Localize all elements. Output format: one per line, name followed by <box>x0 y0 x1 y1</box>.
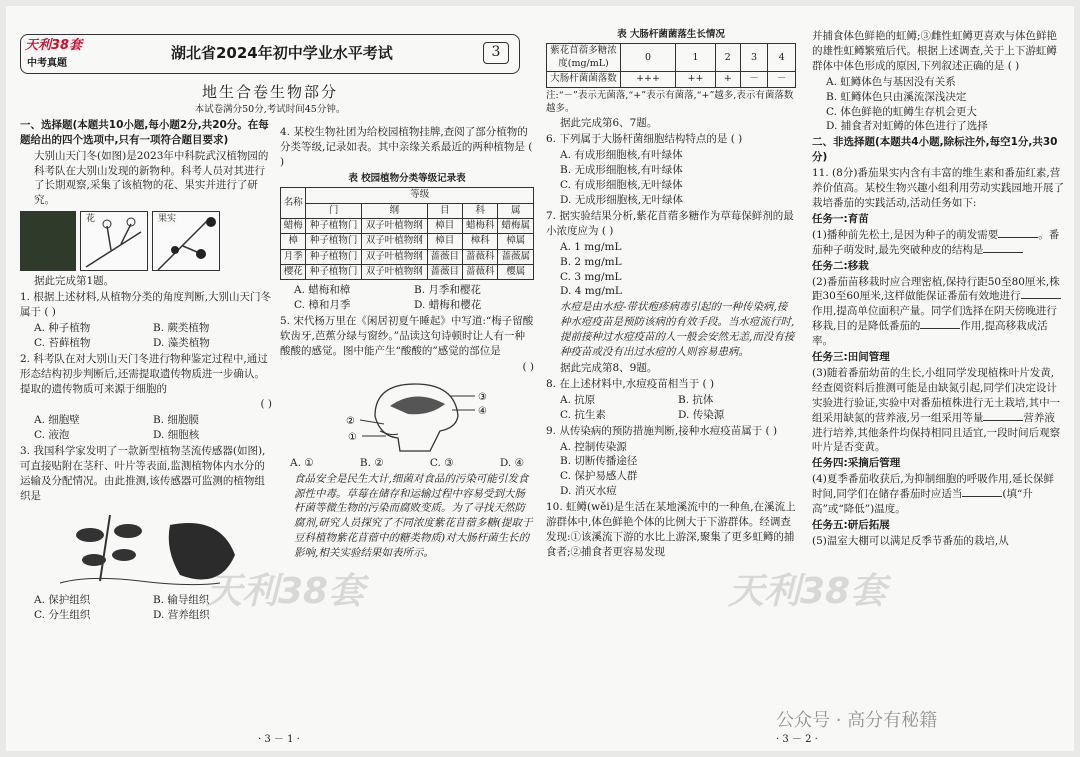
flower-label: 花 <box>86 214 96 225</box>
classification-table-caption: 表 校园植物分类等级记录表 <box>348 172 466 184</box>
q8-option-a[interactable]: A. 抗原 <box>560 393 596 406</box>
q4-options-row2 <box>280 298 534 313</box>
q8-options-row2 <box>546 408 796 423</box>
fruit-label: 果实 <box>158 214 177 225</box>
q3-option-b[interactable]: B. 输导组织 <box>153 593 210 606</box>
question-11: 11. (8分)番茄果实内含有丰富的维生素和番茄红素,营养价值高。某校生物兴趣小组利用劳动实践园地开展了栽培番茄的实践活动,活动任务如下: <box>812 167 1064 209</box>
answer-blank[interactable] <box>983 420 1023 421</box>
task-4-text: (4)夏季番茄收获后,为抑制细胞的呼吸作用,延长保鲜时间,同学们在储存番茄时应适当 (填“升高”或“降低”)温度。 <box>812 473 1055 516</box>
q1-options-row2 <box>20 336 272 351</box>
question-7: 7. 据实验结果分析,紫花苜蓿多糖作为草莓保鲜剂的最小浓度应为 ( ) <box>546 209 794 237</box>
plant-photo <box>20 211 76 271</box>
question-6: 6. 下列属于大肠杆菌细胞结构特点的是 ( ) <box>546 133 743 146</box>
part1-heading: 一、选择题(本题共10小题,每小题2分,共20分。在每题给出的四个选项中,只有一项符合题目要求) <box>20 118 269 146</box>
lead-q6-q7: 据此完成第6、7题。 <box>560 117 658 130</box>
svg-text:③: ③ <box>478 391 487 403</box>
col-order: 目 <box>427 203 462 218</box>
q8-options-row1 <box>546 393 796 408</box>
task-2-text: (2)番茄苗移栽时应合理密植,保持行距50至80厘米,株距30至60厘米,这样做能保证番茄有效地进行作用,提高单位面积产量。同学们选择在阴天傍晚进行移栽,目的是降低番茄的 作用,提高移栽成活率。 <box>812 275 1060 348</box>
chickenpox-paragraph: 水痘是由水痘-带状疱疹病毒引起的一种传染病,接种水痘疫苗是预防该病的有效手段。当水痘流行时,提前接种过水痘疫苗的人一般会安然无恙,而没有接种疫苗或没有出过水痘的人则容易患病。 <box>560 301 795 359</box>
answer-blank[interactable] <box>983 252 1023 253</box>
q7-option-a[interactable]: A. 1 mg/mL <box>560 240 622 253</box>
table-row: 蜡梅 种子植物门 双子叶植物纲 樟目 蜡梅科 蜡梅属 <box>281 218 534 233</box>
question-4: 4. 某校生物社团为给校园植物挂牌,查阅了部分植物的分类等级,记录如表。其中亲缘关系最近的两种植物是 ( ) <box>280 126 533 168</box>
section-title: 地生合卷生物部分 <box>201 83 338 101</box>
col-phylum: 门 <box>306 203 362 218</box>
q1-option-d[interactable]: D. 藻类植物 <box>153 336 210 349</box>
watermark-left: 天利38套 <box>206 571 365 612</box>
q10-option-b[interactable]: B. 虹鳟体色只由溪流深浅决定 <box>826 90 967 103</box>
q5-option-c[interactable]: C. ③ <box>429 456 454 469</box>
exam-sheet <box>6 6 1074 751</box>
q9-option-a[interactable]: A. 控制传染源 <box>560 440 627 453</box>
watermark-right: 天利38套 <box>728 571 887 612</box>
q9-option-b[interactable]: B. 切断传播途径 <box>560 455 638 468</box>
q2-paren: ( ) <box>260 398 272 411</box>
question-1: 1. 根据上述材料,从植物分类的角度判断,大别山天门冬属于 ( ) <box>20 291 272 319</box>
q4-option-d[interactable]: D. 蜡梅和樱花 <box>414 299 482 312</box>
q4-option-a[interactable]: A. 蜡梅和樟 <box>294 284 351 297</box>
brand-logo: 天利38套 <box>25 38 83 53</box>
q2-option-a[interactable]: A. 细胞壁 <box>34 414 80 427</box>
task-5-title: 任务五:研后拓展 <box>812 519 890 531</box>
q2-options-row2 <box>20 428 272 443</box>
question-10-continued: 并捕食体色鲜艳的虹鳟;③雌性虹鳟更喜欢与体色鲜艳的雄性虹鳟繁殖后代。根据上述调查,关于上下游虹鳟群体中体色形成的原因,下列叙述正确的是 ( ) <box>812 30 1058 72</box>
question-8: 8. 在上述材料中,水痘疫苗相当于 ( ) <box>546 377 715 390</box>
q8-option-c[interactable]: C. 抗生素 <box>560 408 606 421</box>
q5-paren: ( ) <box>522 360 534 373</box>
question-9: 9. 从传染病的预防措施判断,接种水痘疫苗属于 ( ) <box>546 424 778 437</box>
q3-option-c[interactable]: C. 分生组织 <box>34 608 91 621</box>
table-head-level: 等级 <box>306 188 534 203</box>
column-3 <box>546 28 796 561</box>
answer-blank[interactable] <box>998 237 1038 238</box>
task-5-text: (5)温室大棚可以满足反季节番茄的栽培,从 <box>812 534 1009 547</box>
q1-option-c[interactable]: C. 苔藓植物 <box>34 336 91 349</box>
table-row: 大肠杆菌菌落数 +++ ++ + － － <box>547 72 796 87</box>
task-1-text: (1)播种前先松土,是因为种子的萌发需要 。番茄种子萌发时,最先突破种皮的结构是 <box>812 228 1060 256</box>
q1-option-a[interactable]: A. 种子植物 <box>34 321 91 334</box>
plant-images <box>20 211 272 271</box>
q6-option-d[interactable]: D. 无成形细胞核,无叶绿体 <box>560 194 684 207</box>
table-header-row <box>281 188 534 203</box>
t2-head-concentration: 紫花苜蓿多糖浓度(mg/mL) <box>547 44 621 72</box>
q3-option-d[interactable]: D. 营养组织 <box>153 608 210 621</box>
question-3: 3. 我国科学家发明了一款新型植物茎流传感器(如图),可直接贴附在茎秆、叶片等表面,监测植物体内水分的运输及分配情况。由此推测,该传感器可监测的植物组织是 <box>20 445 266 502</box>
answer-blank[interactable] <box>962 496 1002 497</box>
q2-options-row1 <box>20 413 272 428</box>
wechat-watermark: 公众号 · 高分有秘籍 <box>776 710 938 731</box>
intro-paragraph: 大别山天门冬(如图)是2023年中科院武汉植物园的科考队在大别山发现的新物种。科考人员对其进行了长期观察,采集了该植物的花、果实并进行了研究。 <box>34 149 269 207</box>
lead-q1: 据此完成第1题。 <box>34 275 115 288</box>
table-row: 月季 种子植物门 双子叶植物纲 蔷薇目 蔷薇科 蔷薇属 <box>281 249 534 264</box>
task-3-text: (3)随着番茄幼苗的生长,小组同学发现植株叶片发黄,经查阅资料后推测可能是由缺氮引起,同学们决定设计实验进行验证,实验中对番茄植株进行无土栽培,其中一组采用缺氮的营养液,另一组采用等量 营养液进行培养,其他条件均保持相同且适宜,一段时间后观察叶片是否变黄。 <box>812 366 1061 454</box>
svg-text:④: ④ <box>478 405 487 417</box>
task-1-title: 任务一:育苗 <box>812 212 869 225</box>
question-10: 10. 虹鳟(wěi)是生活在某地溪流中的一种鱼,在溪流上游群体中,体色鲜艳个体的比例大于下游群体。经调查发现:①该溪流下游的水比上游深,聚集了更多虹鳟的捕食者;②捕食者更容易发现 <box>546 501 796 558</box>
q5-option-b[interactable]: B. ② <box>359 456 384 469</box>
task-2-title: 任务二:移栽 <box>812 259 869 272</box>
classification-table <box>280 187 534 280</box>
bacteria-table-caption: 表 大肠杆菌菌落生长情况 <box>617 29 725 40</box>
exam-header <box>20 34 520 74</box>
brand-subtitle: 中考真题 <box>27 58 67 69</box>
q7-option-c[interactable]: C. 3 mg/mL <box>560 270 622 283</box>
q7-option-d[interactable]: D. 4 mg/mL <box>560 285 622 298</box>
q10-option-a[interactable]: A. 虹鳟体色与基因没有关系 <box>826 75 956 88</box>
fruit-drawing <box>152 211 220 271</box>
col-class: 纲 <box>361 203 427 218</box>
q10-option-c[interactable]: C. 体色鲜艳的虹鳟生存机会更大 <box>826 105 977 118</box>
exam-number: 3 <box>483 42 509 64</box>
col-family: 科 <box>463 203 498 218</box>
column-2 <box>280 124 534 562</box>
lead-q8-q9: 据此完成第8、9题。 <box>560 361 658 374</box>
question-2: 2. 科考队在对大别山天门冬进行物种鉴定过程中,通过形态结构初步判断后,还需提取遗传物质进一步确认。提取的遗传物质可来源于细胞的 <box>20 352 268 395</box>
food-safety-paragraph: 食品安全是民生大计,细菌对食品的污染可能引发食源性中毒。草莓在储存和运输过程中容易受到大肠杆菌等微生物的污染而腐败变质。为了寻找天然防腐剂,研究人员探究了不同浓度紫花苜蓿多糖(提取于豆科植物紫花苜蓿中的糖类物质)对大肠杆菌生长的影响,相关实验结果如表所示。 <box>294 472 533 560</box>
q8-option-b[interactable]: B. 抗体 <box>678 393 714 406</box>
section-note: 本试卷满分50分,考试时间45分钟。 <box>194 104 346 116</box>
column-4 <box>812 28 1064 550</box>
table-row: 樱花 种子植物门 双子叶植物纲 蔷薇目 蔷薇科 樱属 <box>281 264 534 279</box>
q5-option-d[interactable]: D. ④ <box>499 456 524 469</box>
page-footer-right: · 3 － 2 · <box>776 733 818 745</box>
bacteria-table <box>546 43 796 87</box>
q3-option-a[interactable]: A. 保护组织 <box>34 593 91 606</box>
answer-blank[interactable] <box>1021 298 1061 299</box>
task-3-title: 任务三:田间管理 <box>812 351 890 364</box>
q6-option-c[interactable]: C. 有成形细胞核,无叶绿体 <box>560 179 683 192</box>
q2-option-b[interactable]: B. 细胞膜 <box>153 414 199 427</box>
flower-drawing <box>80 211 148 271</box>
part2-heading: 二、非选择题(本题共4小题,除标注外,每空1分,共30分) <box>812 136 1058 164</box>
q7-option-b[interactable]: B. 2 mg/mL <box>560 255 622 268</box>
q6-option-a[interactable]: A. 有成形细胞核,有叶绿体 <box>560 149 683 162</box>
brain-diagram-icon <box>280 376 530 456</box>
q4-option-b[interactable]: B. 月季和樱花 <box>414 284 481 297</box>
q10-option-d[interactable]: D. 捕食者对虹鳟的体色进行了选择 <box>826 120 988 133</box>
q1-options-row1 <box>20 321 272 336</box>
table-row: 樟 种子植物门 双子叶植物纲 樟目 樟科 樟属 <box>281 234 534 249</box>
q2-option-d[interactable]: D. 细胞核 <box>153 429 200 442</box>
brain-figure <box>280 376 534 456</box>
table2-note: 注:“－”表示无菌落,“+”表示有菌落,“+”越多,表示有菌落数越多。 <box>546 89 794 114</box>
svg-text:①: ① <box>348 431 357 443</box>
page-footer-left: · 3 － 1 · <box>258 733 300 745</box>
exam-title: 湖北省2024年初中学业水平考试 <box>171 44 393 62</box>
t2-head-count: 大肠杆菌菌落数 <box>547 72 621 87</box>
q6-option-b[interactable]: B. 无成形细胞核,有叶绿体 <box>560 164 683 177</box>
table-head-name: 名称 <box>281 188 306 219</box>
table-row: 紫花苜蓿多糖浓度(mg/mL) 0 1 2 3 4 <box>547 44 796 72</box>
q5-options <box>280 456 534 471</box>
q9-option-d[interactable]: D. 消灭水痘 <box>560 485 617 498</box>
q9-option-c[interactable]: C. 保护易感人群 <box>560 470 638 483</box>
q5-option-a[interactable]: A. ① <box>290 456 314 469</box>
q4-options-row1 <box>280 283 534 298</box>
svg-text:②: ② <box>346 415 355 427</box>
col-genus: 属 <box>498 203 534 218</box>
table-col-row <box>281 203 534 218</box>
task-4-title: 任务四:采摘后管理 <box>812 457 901 470</box>
q8-option-d[interactable]: D. 传染源 <box>678 408 725 421</box>
q1-option-b[interactable]: B. 蕨类植物 <box>153 321 210 334</box>
q2-option-c[interactable]: C. 液泡 <box>34 429 70 442</box>
answer-blank[interactable] <box>920 328 960 329</box>
question-5: 5. 宋代杨万里在《闲居初夏午睡起》中写道:“梅子留酸软齿牙,芭蕉分绿与窗纱。”品读这句诗顿时让人有一种酸酸的感觉。图中能产生“酸酸的”感觉的部位是 <box>280 315 534 357</box>
q4-option-c[interactable]: C. 樟和月季 <box>294 299 351 312</box>
